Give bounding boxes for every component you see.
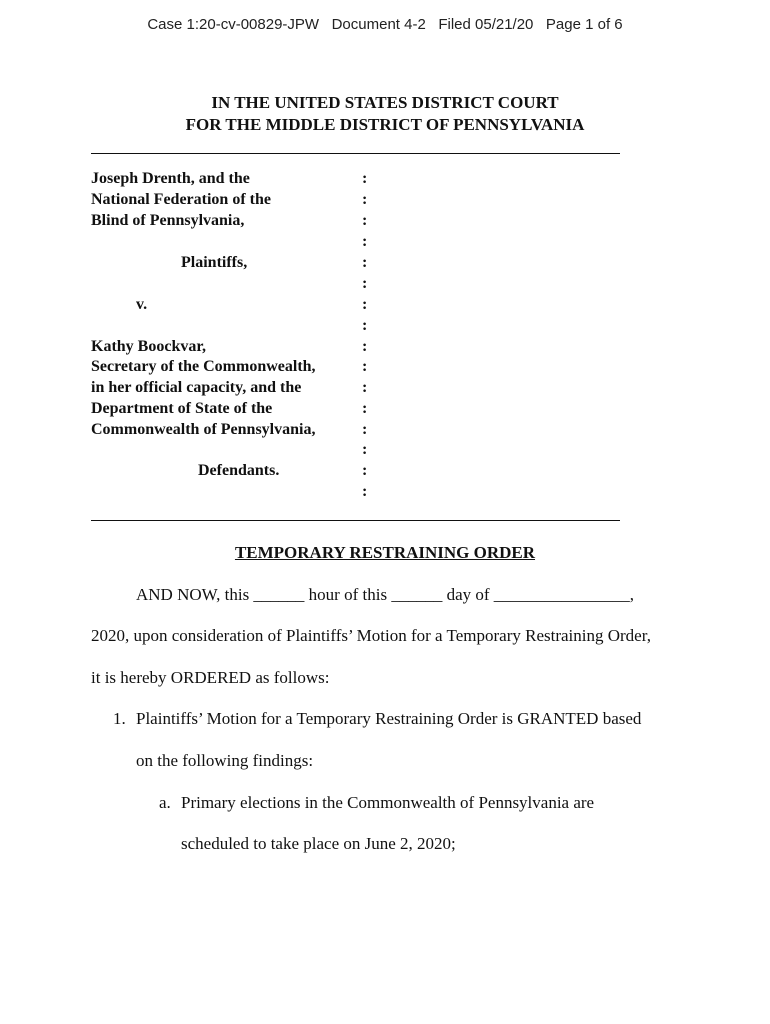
page-indicator: Page 1 of 6 — [545, 16, 623, 33]
caption-colon: : — [362, 338, 368, 355]
item-1a-line-1: Primary elections in the Commonwealth of Pennsylvania are — [181, 793, 595, 812]
item-1a-letter: a. — [159, 793, 171, 812]
caption-colon: : — [362, 462, 368, 479]
caption-colon: : — [362, 400, 368, 417]
caption-bottom-rule — [91, 520, 620, 521]
document-number: Document 4-2 — [331, 16, 426, 33]
court-name-line-2: FOR THE MIDDLE DISTRICT OF PENNSYLVANIA — [185, 115, 585, 134]
order-paragraph-line-3: it is hereby ORDERED as follows: — [91, 668, 330, 687]
caption-colon: : — [362, 275, 368, 292]
defendant-line-1: Kathy Boockvar, — [91, 338, 206, 355]
caption-colon: : — [362, 233, 368, 250]
plaintiff-line-1: Joseph Drenth, and the — [91, 170, 250, 187]
caption-colon: : — [362, 170, 368, 187]
item-1-line-1: Plaintiffs’ Motion for a Temporary Restraining Order is GRANTED based — [136, 709, 642, 728]
plaintiffs-label: Plaintiffs, — [181, 254, 248, 271]
defendants-label: Defendants. — [198, 462, 280, 479]
item-1-number: 1. — [113, 709, 126, 728]
filing-header — [0, 16, 770, 33]
item-1a-line-2: scheduled to take place on June 2, 2020; — [181, 834, 456, 853]
defendant-line-2: Secretary of the Commonwealth, — [91, 358, 316, 375]
caption-colon: : — [362, 421, 368, 438]
caption-colon: : — [362, 483, 368, 500]
caption-colon: : — [362, 212, 368, 229]
defendant-line-5: Commonwealth of Pennsylvania, — [91, 421, 316, 438]
filed-date: Filed 05/21/20 — [438, 16, 534, 33]
caption-colon: : — [362, 379, 368, 396]
caption-colon: : — [362, 296, 368, 313]
caption-colon: : — [362, 191, 368, 208]
plaintiff-line-3: Blind of Pennsylvania, — [91, 212, 245, 229]
defendant-line-4: Department of State of the — [91, 400, 273, 417]
versus-label: v. — [136, 296, 148, 313]
caption-colon: : — [362, 358, 368, 375]
court-name-line-1: IN THE UNITED STATES DISTRICT COURT — [211, 93, 559, 112]
order-title: TEMPORARY RESTRAINING ORDER — [234, 543, 536, 562]
caption-colon: : — [362, 441, 368, 458]
plaintiff-line-2: National Federation of the — [91, 191, 271, 208]
caption-colon: : — [362, 317, 368, 334]
caption-colon: : — [362, 254, 368, 271]
case-number: Case 1:20-cv-00829-JPW — [147, 16, 320, 33]
defendant-line-3: in her official capacity, and the — [91, 379, 302, 396]
caption-top-rule — [91, 153, 620, 154]
order-paragraph-line-2: 2020, upon consideration of Plaintiffs’ Motion for a Temporary Restraining Order, — [91, 626, 651, 645]
order-paragraph-line-1: AND NOW, this ______ hour of this ______ day of ________________, — [136, 585, 635, 604]
item-1-line-2: on the following findings: — [136, 751, 314, 770]
